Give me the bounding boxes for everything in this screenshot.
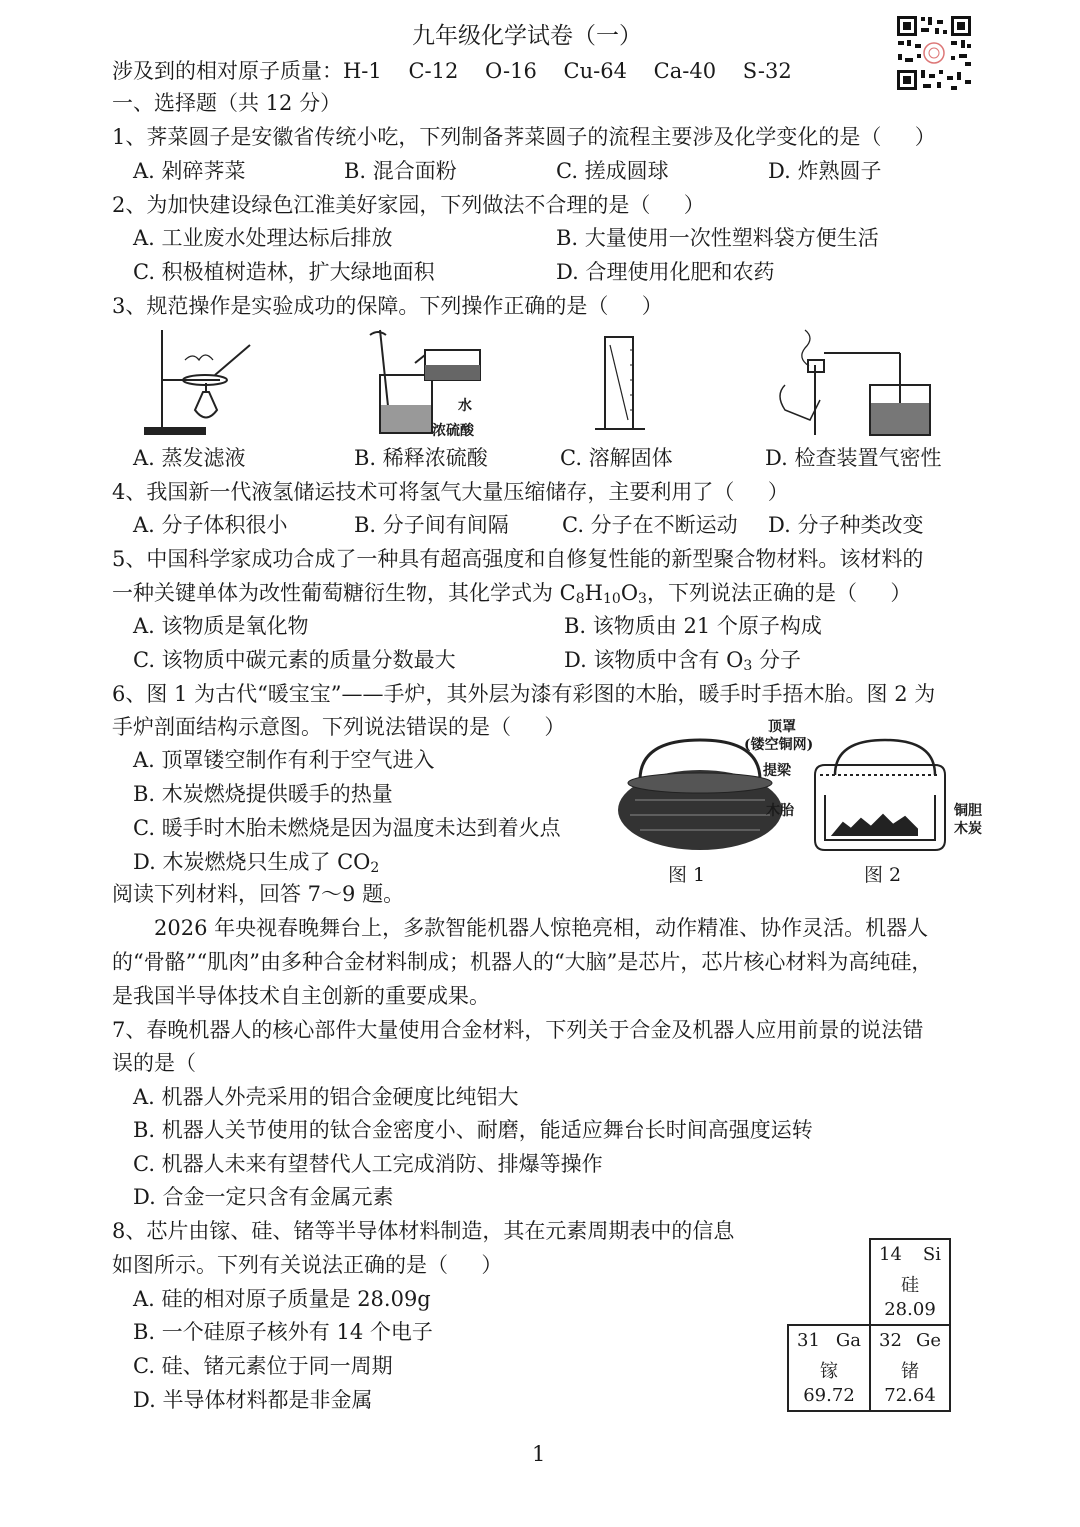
q3-option-a: A. 蒸发滤液: [133, 446, 246, 470]
germanium-symbol: Ge: [915, 1330, 941, 1351]
q8-stem-line1: 8、芯片由镓、硅、锗等半导体材料制造，其在元素周期表中的信息: [112, 1219, 735, 1243]
q7-option-b: B. 机器人关节使用的钛合金密度小、耐磨，能适应舞台长时间高强度运转: [133, 1118, 813, 1142]
q2-option-d: D. 合理使用化肥和农药: [556, 260, 775, 284]
gallium-number: 31: [797, 1330, 820, 1351]
germanium-number: 32: [879, 1330, 902, 1351]
q1-stem: 1、荠菜圆子是安徽省传统小吃，下列制备荠菜圆子的流程主要涉及化学变化的是（ ）: [112, 125, 936, 149]
q8-option-a: A. 硅的相对原子质量是 28.09g: [133, 1287, 431, 1311]
gallium-symbol: Ga: [835, 1330, 861, 1351]
figure-1-caption: 图 1: [668, 864, 706, 886]
section-heading: 一、选择题（共 12 分）: [112, 91, 342, 115]
reading-para-line3: 是我国半导体技术自主创新的重要成果。: [112, 984, 490, 1008]
dissolve-apparatus: [595, 337, 645, 429]
q1-option-d: D. 炸熟圆子: [768, 159, 882, 183]
page-title: 九年级化学试卷（一）: [412, 23, 642, 49]
label-top-cover: 顶罩: [768, 719, 796, 735]
figure-1-hand-warmer: [618, 740, 782, 850]
germanium-mass: 72.64: [884, 1385, 936, 1406]
atomic-masses: 涉及到的相对原子质量：H-1 C-12 O-16 Cu-64 Ca-40 S-32: [112, 59, 792, 83]
q5-option-b: B. 该物质由 21 个原子构成: [564, 614, 822, 638]
evaporation-apparatus: [145, 330, 250, 434]
q6-option-c: C. 暖手时木胎未燃烧是因为温度未达到着火点: [133, 816, 561, 840]
element-cell-gallium: [787, 1324, 871, 1412]
water-label: 水: [458, 398, 472, 414]
figure-2-cross-section: [815, 740, 945, 850]
q4-option-a: A. 分子体积很小: [133, 513, 288, 537]
gallium-name: 镓: [820, 1361, 838, 1382]
silicon-mass: 28.09: [884, 1299, 936, 1320]
q3-apparatus-figures: [140, 325, 960, 440]
q5-stem-line2: 一种关键单体为改性葡萄糖衍生物，其化学式为 $C_8H_{10}O_3$，下列说法正确的是（ ）: [112, 581, 912, 607]
q3-option-d: D. 检查装置气密性: [765, 446, 942, 470]
q2-option-c: C. 积极植树造林，扩大绿地面积: [133, 260, 435, 284]
q7-option-c: C. 机器人未来有望替代人工完成消防、排爆等操作: [133, 1152, 603, 1176]
q1-option-b: B. 混合面粉: [344, 159, 457, 183]
figure-2-caption: 图 2: [864, 864, 902, 886]
q3-stem: 3、规范操作是实验成功的保障。下列操作正确的是（ ）: [112, 294, 663, 318]
q4-option-d: D. 分子种类改变: [768, 513, 924, 537]
element-cell-germanium: [869, 1324, 951, 1412]
q4-option-b: B. 分子间有间隔: [354, 513, 509, 537]
element-cell-silicon: [869, 1238, 951, 1326]
label-copper-liner: 铜胆: [954, 803, 982, 819]
q8-option-c: C. 硅、锗元素位于同一周期: [133, 1354, 393, 1378]
silicon-symbol: Si: [922, 1244, 941, 1265]
q2-option-b: B. 大量使用一次性塑料袋方便生活: [556, 226, 879, 250]
q6-option-d: D. 木炭燃烧只生成了 $CO_2$: [133, 850, 380, 876]
reading-intro: 阅读下列材料，回答 7～9 题。: [112, 882, 405, 906]
q6-option-b: B. 木炭燃烧提供暖手的热量: [133, 782, 393, 806]
page-number: 1: [532, 1442, 546, 1466]
q7-stem-line2: 误的是（: [112, 1051, 196, 1075]
reading-para-line1: 2026 年央视春晚舞台上，多款智能机器人惊艳亮相，动作精准、协作灵活。机器人: [154, 916, 929, 940]
q5-option-d: D. 该物质中含有 $O_3$ 分子: [564, 648, 801, 674]
q5-option-a: A. 该物质是氧化物: [133, 614, 309, 638]
q7-option-a: A. 机器人外壳采用的铝合金硬度比纯铝大: [133, 1085, 519, 1109]
q6-stem-line1: 6、图 1 为古代“暖宝宝”——手炉，其外层为漆有彩图的木胎，暖手时手捂木胎。图 2 为: [112, 682, 936, 706]
q3-option-b: B. 稀释浓硫酸: [354, 446, 488, 470]
q8-stem-line2: 如图所示。下列有关说法正确的是（ ）: [112, 1253, 503, 1277]
q5-option-c: C. 该物质中碳元素的质量分数最大: [133, 648, 456, 672]
q7-stem-line1: 7、春晚机器人的核心部件大量使用合金材料，下列关于合金及机器人应用前景的说法错: [112, 1018, 924, 1042]
q7-option-d: D. 合金一定只含有金属元素: [133, 1185, 394, 1209]
q3-option-c: C. 溶解固体: [560, 446, 673, 470]
germanium-name: 锗: [901, 1361, 919, 1382]
qr-code: [895, 14, 973, 92]
silicon-number: 14: [879, 1244, 902, 1265]
label-handle: 提梁: [763, 763, 791, 779]
q2-option-a: A. 工业废水处理达标后排放: [133, 226, 393, 250]
q8-option-b: B. 一个硅原子核外有 14 个电子: [133, 1320, 433, 1344]
q6-option-a: A. 顶罩镂空制作有利于空气进入: [133, 748, 435, 772]
q4-stem: 4、我国新一代液氢储运技术可将氢气大量压缩储存，主要利用了（ ）: [112, 480, 789, 504]
label-wood-body: 木胎: [766, 803, 794, 819]
q5-stem-line1: 5、中国科学家成功合成了一种具有超高强度和自修复性能的新型聚合物材料。该材料的: [112, 547, 924, 571]
q6-stem-line2: 手炉剖面结构示意图。下列说法错误的是（ ）: [112, 715, 566, 739]
dilution-apparatus: [370, 330, 480, 433]
q1-option-c: C. 搓成圆球: [556, 159, 669, 183]
label-charcoal: 木炭: [954, 821, 982, 837]
gallium-mass: 69.72: [803, 1385, 855, 1406]
q8-option-d: D. 半导体材料都是非金属: [133, 1388, 373, 1412]
silicon-name: 硅: [901, 1275, 919, 1296]
q1-option-a: A. 剁碎荠菜: [133, 159, 246, 183]
acid-label: 浓硫酸: [432, 423, 474, 439]
q4-option-c: C. 分子在不断运动: [562, 513, 738, 537]
label-top-cover-note: (镂空铜网): [744, 737, 814, 753]
airtightness-apparatus: [780, 330, 930, 435]
q2-stem: 2、为加快建设绿色江淮美好家园，下列做法不合理的是（ ）: [112, 193, 705, 217]
reading-para-line2: 的“骨骼”“肌肉”由多种合金材料制成；机器人的“大脑”是芯片，芯片核心材料为高纯硅，: [112, 950, 933, 974]
